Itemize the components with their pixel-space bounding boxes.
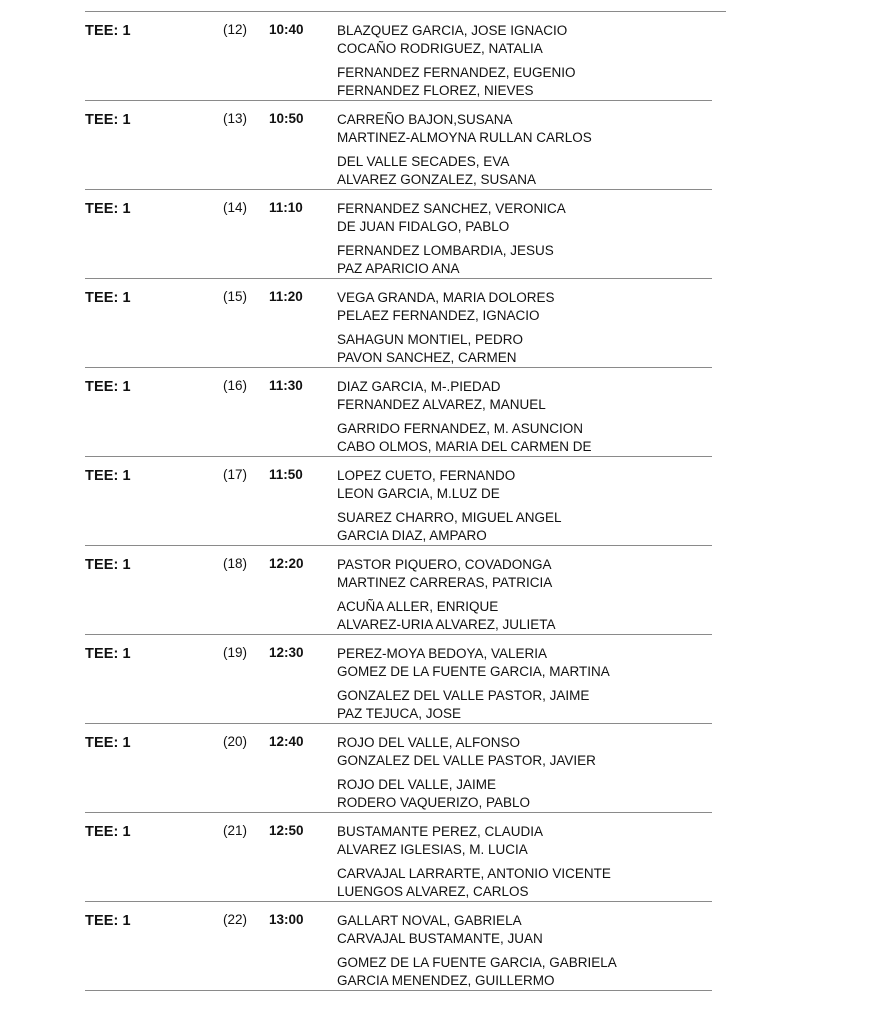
group-number: (12) [223,22,248,37]
player-name: ALVAREZ-URIA ALVAREZ, JULIETA [337,617,556,632]
group-number: (13) [223,111,248,126]
player-list [337,556,556,634]
player-name: SAHAGUN MONTIEL, PEDRO [337,332,524,347]
player-name: COCAÑO RODRIGUEZ, NATALIA [337,41,543,56]
tee-time-row [85,368,712,457]
player-list [337,378,592,456]
player-name: RODERO VAQUERIZO, PABLO [337,795,531,810]
tee-time-row [85,457,712,546]
tee-label: TEE: 1 [85,468,131,484]
player-pair [337,242,566,278]
player-pair [337,111,592,147]
player-pair [337,153,592,189]
tee-label: TEE: 1 [85,913,131,929]
player-name: SUAREZ CHARRO, MIGUEL ANGEL [337,510,562,525]
tee-time-row [85,101,712,190]
player-pair [337,378,592,414]
player-pair [337,776,596,812]
player-pair [337,64,576,100]
player-name: ACUÑA ALLER, ENRIQUE [337,599,499,614]
player-name: FERNANDEZ LOMBARDIA, JESUS [337,243,554,258]
player-name: FERNANDEZ SANCHEZ, VERONICA [337,201,566,216]
player-pair [337,598,556,634]
tee-label: TEE: 1 [85,112,131,128]
player-name: PELAEZ FERNANDEZ, IGNACIO [337,308,540,323]
player-pair [337,331,555,367]
player-name: PEREZ-MOYA BEDOYA, VALERIA [337,646,548,661]
group-number: (15) [223,289,248,304]
tee-time: 11:20 [269,289,303,304]
tee-label: TEE: 1 [85,290,131,306]
tee-time-row [85,546,712,635]
group-number: (22) [223,912,248,927]
player-list [337,289,555,367]
player-list [337,823,611,901]
player-name: FERNANDEZ FLOREZ, NIEVES [337,83,534,98]
player-name: GALLART NOVAL, GABRIELA [337,913,522,928]
tee-time-row [85,190,712,279]
tee-time-row [85,279,712,368]
player-pair [337,22,576,58]
player-name: CARREÑO BAJON,SUSANA [337,112,513,127]
player-pair [337,687,610,723]
player-pair [337,912,617,948]
player-name: FERNANDEZ FERNANDEZ, EUGENIO [337,65,576,80]
player-pair [337,467,562,503]
player-list [337,467,562,545]
tee-time-row [85,813,712,902]
player-pair [337,556,556,592]
player-pair [337,865,611,901]
player-name: DEL VALLE SECADES, EVA [337,154,510,169]
player-name: GOMEZ DE LA FUENTE GARCIA, MARTINA [337,664,610,679]
player-name: ROJO DEL VALLE, JAIME [337,777,497,792]
player-name: PAZ APARICIO ANA [337,261,460,276]
player-name: LOPEZ CUETO, FERNANDO [337,468,516,483]
tee-time: 12:50 [269,823,304,838]
player-list [337,22,576,100]
player-name: PASTOR PIQUERO, COVADONGA [337,557,552,572]
player-list [337,111,592,189]
tee-time: 11:30 [269,378,303,393]
tee-time: 12:20 [269,556,304,571]
player-name: MARTINEZ-ALMOYNA RULLAN CARLOS [337,130,592,145]
tee-time-row [85,902,712,991]
player-name: BUSTAMANTE PEREZ, CLAUDIA [337,824,544,839]
player-name: CABO OLMOS, MARIA DEL CARMEN DE [337,439,592,454]
player-pair [337,509,562,545]
tee-time: 12:30 [269,645,304,660]
player-list [337,912,617,990]
player-name: GARCIA MENENDEZ, GUILLERMO [337,973,555,988]
player-pair [337,954,617,990]
tee-time: 13:00 [269,912,304,927]
player-name: GONZALEZ DEL VALLE PASTOR, JAIME [337,688,590,703]
player-name: GONZALEZ DEL VALLE PASTOR, JAVIER [337,753,596,768]
group-number: (20) [223,734,248,749]
tee-time-row [85,12,712,101]
player-name: PAVON SANCHEZ, CARMEN [337,350,517,365]
player-name: LEON GARCIA, M.LUZ DE [337,486,500,501]
tee-label: TEE: 1 [85,646,131,662]
player-pair [337,823,611,859]
player-name: DIAZ GARCIA, M-.PIEDAD [337,379,501,394]
player-name: PAZ TEJUCA, JOSE [337,706,462,721]
player-name: CARVAJAL BUSTAMANTE, JUAN [337,931,543,946]
player-pair [337,200,566,236]
tee-label: TEE: 1 [85,201,131,217]
player-name: CARVAJAL LARRARTE, ANTONIO VICENTE [337,866,611,881]
player-name: GOMEZ DE LA FUENTE GARCIA, GABRIELA [337,955,617,970]
tee-time: 10:40 [269,22,304,37]
player-list [337,200,566,278]
tee-label: TEE: 1 [85,557,131,573]
tee-time: 10:50 [269,111,304,126]
tee-label: TEE: 1 [85,735,131,751]
player-list [337,734,596,812]
tee-time-row [85,635,712,724]
group-number: (18) [223,556,248,571]
tee-time-schedule [85,12,712,991]
tee-time: 11:50 [269,467,303,482]
player-name: VEGA GRANDA, MARIA DOLORES [337,290,555,305]
player-name: GARCIA DIAZ, AMPARO [337,528,487,543]
tee-label: TEE: 1 [85,23,131,39]
player-name: LUENGOS ALVAREZ, CARLOS [337,884,529,899]
group-number: (16) [223,378,248,393]
tee-time: 11:10 [269,200,303,215]
player-name: GARRIDO FERNANDEZ, M. ASUNCION [337,421,584,436]
group-number: (17) [223,467,248,482]
player-pair [337,645,610,681]
group-number: (19) [223,645,248,660]
tee-time-row [85,724,712,813]
tee-label: TEE: 1 [85,824,131,840]
player-name: ALVAREZ GONZALEZ, SUSANA [337,172,537,187]
player-name: ROJO DEL VALLE, ALFONSO [337,735,521,750]
tee-time: 12:40 [269,734,304,749]
player-name: ALVAREZ IGLESIAS, M. LUCIA [337,842,528,857]
player-list [337,645,610,723]
group-number: (21) [223,823,248,838]
player-pair [337,734,596,770]
player-pair [337,289,555,325]
player-name: MARTINEZ CARRERAS, PATRICIA [337,575,553,590]
tee-label: TEE: 1 [85,379,131,395]
group-number: (14) [223,200,248,215]
player-name: FERNANDEZ ALVAREZ, MANUEL [337,397,546,412]
player-pair [337,420,592,456]
player-name: BLAZQUEZ GARCIA, JOSE IGNACIO [337,23,568,38]
player-name: DE JUAN FIDALGO, PABLO [337,219,510,234]
